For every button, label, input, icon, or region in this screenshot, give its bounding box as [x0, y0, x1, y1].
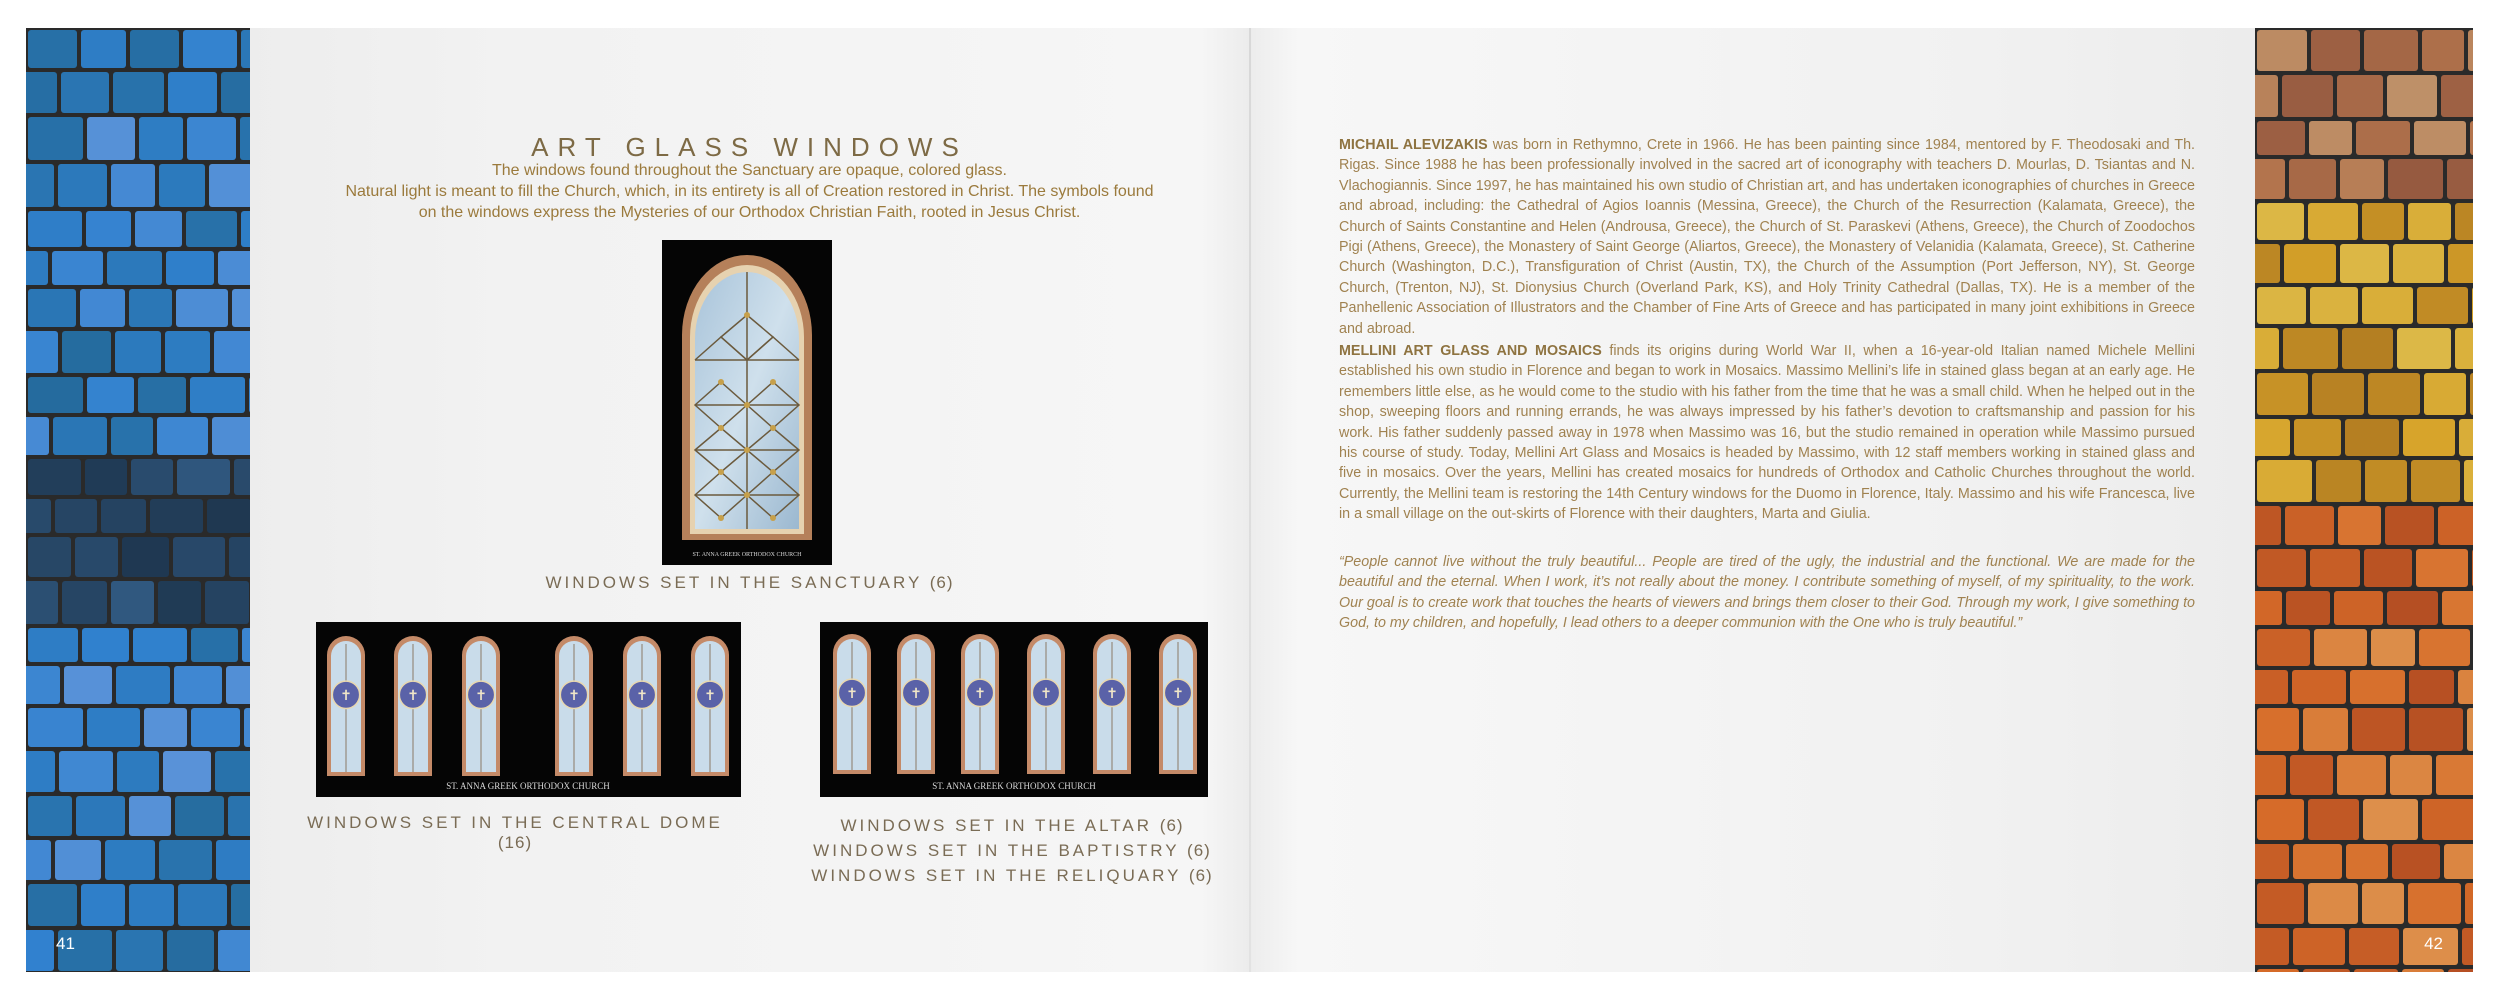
mosaic-tile — [138, 377, 186, 413]
mosaic-tile — [26, 164, 54, 207]
mosaic-tile — [58, 164, 107, 207]
mosaic-tile — [28, 796, 72, 836]
mosaic-tile — [2257, 883, 2304, 924]
mosaic-tile — [2455, 328, 2473, 369]
mosaic-tile — [2458, 670, 2473, 704]
mosaic-tile — [2308, 203, 2358, 240]
caption-label: WINDOWS SET IN THE BAPTISTRY — [813, 841, 1180, 860]
svg-text:✝: ✝ — [407, 687, 419, 704]
mosaic-tile — [122, 537, 169, 577]
mosaic-tile — [2409, 708, 2463, 751]
mosaic-tile — [168, 72, 217, 113]
page-number-right: 42 — [2424, 934, 2443, 953]
mosaic-tile — [2459, 419, 2473, 456]
mosaic-tile — [2346, 844, 2388, 879]
mosaic-tile — [229, 537, 250, 577]
orange-mosaic-strip — [2255, 28, 2473, 972]
mosaic-tile — [2468, 30, 2473, 71]
mosaic-tile — [28, 537, 71, 577]
mosaic-tile — [2303, 969, 2350, 972]
mosaic-tile — [166, 251, 214, 285]
mosaic-tile — [216, 840, 250, 880]
mosaic-tile — [26, 331, 58, 373]
mosaic-tile — [2465, 883, 2473, 924]
mosaic-tile — [59, 751, 113, 792]
bio-lead: MICHAIL ALEVIZAKIS — [1339, 137, 1488, 153]
svg-text:✝: ✝ — [340, 687, 352, 704]
mosaic-tile — [2255, 328, 2279, 369]
mosaic-tile — [2356, 121, 2410, 155]
svg-text:✝: ✝ — [475, 687, 487, 704]
mosaic-tile — [2442, 591, 2473, 625]
mosaic-tile — [2257, 460, 2312, 502]
mosaic-tile — [2349, 928, 2399, 965]
arched-window — [1159, 634, 1197, 774]
caption-label: WINDOWS SET IN THE SANCTUARY — [545, 573, 922, 592]
mosaic-tile — [2345, 419, 2399, 456]
mosaic-tile — [242, 628, 250, 662]
mosaic-tile — [55, 840, 101, 880]
left-page — [250, 28, 1249, 972]
caption-central-dome — [290, 813, 740, 853]
mosaic-tile — [129, 289, 172, 327]
mosaic-tile — [2285, 506, 2334, 545]
svg-text:✝: ✝ — [568, 687, 580, 704]
mosaic-tile — [2422, 30, 2464, 71]
mosaic-tile — [2255, 844, 2289, 879]
mosaic-tile — [2416, 549, 2468, 587]
caption-label: WINDOWS SET IN THE RELIQUARY — [811, 866, 1182, 885]
caption-reliquary — [790, 863, 1234, 888]
mosaic-tile — [87, 117, 135, 160]
mosaic-tile — [52, 251, 103, 285]
mosaic-tile — [2422, 799, 2473, 840]
mosaic-tile — [2311, 30, 2360, 71]
mosaic-tile — [2455, 203, 2473, 240]
svg-text:✝: ✝ — [704, 687, 716, 704]
bio-body: was born in Rethymno, Crete in 1966. He has been painting since 1984, mentored by F. Theodosaki and Th. Rigas. Since 1988 he has been professionally involved in the sacred art of iconography with teachers D. Mourlas, D. Tsiantas and N. Vlachogiannis. Since 1997, he has maintained his own studio of Christian art, and has undertaken iconographies of churches in Greece and abroad, including: the Cathedral of Agios Ioannis (Messina, Greece), the Church of the Resurrection (Kalamata, Greece), the Church of Saints Constantine and Helen (Androusa, Greece), the Church of St. Paraskevi (Athens, Greece), the Church of Zoodochos Pigi (Athens, Greece), the Monastery of Saint George (Aliartos, Greece), the Monastery of Velanidia (Kalamata, Greece), St. Catherine Church (Washington, D.C.), Transfiguration of Christ (Austin, TX), the Church of the Assumption (Port Jefferson, NY), St. George Church, (Trenton, NJ), St. Dionysius Church (Overland Park, KS), and Holy Trinity Cathedral (Dallas, TX). He is a member of the Panhellenic Association of Illustrators and the Chamber of Fine Arts of Greece and has participated in many joint exhibitions in Greece and abroad. — [1339, 137, 2195, 337]
mosaic-tile — [129, 796, 171, 836]
mosaic-tile — [2472, 287, 2473, 324]
page-number-left: 41 — [56, 934, 75, 953]
mosaic-tile — [2354, 969, 2398, 972]
mosaic-tile — [80, 289, 125, 327]
mosaic-tile — [173, 537, 225, 577]
mosaic-tile — [2448, 244, 2473, 283]
mosaic-tile — [2337, 75, 2383, 117]
mosaic-tile — [2257, 969, 2299, 972]
caption-count: (6) — [1187, 841, 1211, 860]
mosaic-tile — [2448, 969, 2473, 972]
caption-count: (6) — [1188, 866, 1213, 885]
mosaic-tile — [2293, 844, 2342, 879]
mosaic-tile — [2414, 121, 2466, 155]
mosaic-tile — [26, 751, 55, 792]
svg-text:✝: ✝ — [636, 687, 648, 704]
mosaic-tile — [82, 628, 129, 662]
caption-count: (6) — [1159, 816, 1184, 835]
mosaic-tile — [2403, 419, 2455, 456]
mosaic-tile — [2470, 121, 2473, 155]
mosaic-tile — [191, 628, 238, 662]
mosaic-tile — [187, 117, 236, 160]
mosaic-tile — [157, 417, 208, 455]
sanctuary-window-photo — [662, 240, 832, 565]
mosaic-tile — [28, 211, 82, 247]
mosaic-tile — [234, 459, 250, 495]
mosaic-tile — [26, 251, 48, 285]
mosaic-tile — [2255, 928, 2289, 965]
mosaic-tile — [111, 164, 155, 207]
mosaic-tile — [28, 628, 78, 662]
mosaic-tile — [163, 751, 211, 792]
caption-sanctuary — [250, 573, 1249, 593]
mosaic-tile — [2255, 755, 2286, 795]
arched-window — [623, 636, 661, 776]
mosaic-tile — [2255, 670, 2288, 704]
mosaic-tile — [116, 666, 170, 704]
mosaic-tile — [62, 331, 111, 373]
quote-paragraph: “People cannot live without the truly beautiful... People are tired of the ugly, the industrial and the functional. We are made for the beautiful and the eternal. When I work, it’s not really about the money. I contribute something of myself, of my spirituality, to the work. Our goal is to create work that touches the hearts of viewers and brings them closer to their God. Through my work, I give something to God, to my children, and hopefully, I lead others to a deeper communion with the One who is truly beautiful.” — [1339, 554, 2195, 632]
altar-windows-photo — [820, 622, 1208, 797]
mosaic-tile — [2308, 883, 2358, 924]
mosaic-tile — [2352, 708, 2405, 751]
mosaic-tile — [228, 796, 250, 836]
mosaic-tile — [150, 499, 203, 533]
mosaic-tile — [221, 72, 250, 113]
mosaic-tile — [2436, 755, 2473, 795]
mosaic-tile — [158, 581, 201, 624]
mosaic-tile — [215, 751, 250, 792]
mosaic-tile — [165, 331, 210, 373]
mosaic-tile — [130, 30, 179, 68]
mosaic-tile — [2314, 629, 2367, 666]
arched-window — [394, 636, 432, 776]
mosaic-tile — [2362, 203, 2404, 240]
mosaic-tile — [2350, 670, 2405, 704]
mosaic-tile — [218, 930, 250, 971]
mosaic-tile — [144, 708, 187, 747]
mosaic-tile — [190, 377, 245, 413]
mosaic-tile — [2409, 670, 2454, 704]
caption-altar — [790, 813, 1234, 838]
mosaic-tile — [105, 840, 155, 880]
mosaic-tile — [174, 666, 222, 704]
mosaic-tile — [75, 537, 118, 577]
arched-window — [462, 636, 500, 776]
mosaic-tile — [113, 72, 164, 113]
mosaic-tile — [2255, 506, 2281, 545]
intro-line: Natural light is meant to fill the Church, which, in its entirety is all of Creation restored in Christ. The symbols found — [345, 183, 1154, 200]
arched-window — [897, 634, 935, 774]
mosaic-tile — [2310, 287, 2358, 324]
mosaic-tile — [116, 930, 163, 971]
svg-text:✝: ✝ — [1040, 685, 1052, 702]
mosaic-tile — [2255, 244, 2280, 283]
mosaic-tile — [2334, 591, 2383, 625]
mosaic-tile — [139, 117, 183, 160]
mosaic-tile — [159, 164, 205, 207]
mosaic-tile — [2411, 460, 2460, 502]
arched-window — [1027, 634, 1065, 774]
mosaic-tile — [2470, 373, 2473, 415]
mosaic-tile — [2472, 549, 2473, 587]
mosaic-tile — [2255, 159, 2285, 199]
mosaic-tile — [214, 331, 250, 373]
mosaic-tile — [2257, 549, 2306, 587]
mosaic-tile — [205, 581, 249, 624]
mosaic-tile — [2283, 328, 2338, 369]
mosaic-tile — [2444, 844, 2473, 879]
book-spread — [26, 28, 2473, 972]
mosaic-tile — [2408, 883, 2461, 924]
mosaic-tile — [209, 164, 250, 207]
mosaic-tile — [2257, 799, 2304, 840]
mosaic-tile — [2312, 373, 2364, 415]
bio-body: finds its origins during World War II, when a 16-year-old Italian named Michele Mellini established his own studio in Florence and began to work in Mosaics. Massimo Mellini’s life in stained glass began at an early age. He remembers little else, as he would come to the studio with his father from the time that he was a small child. When he helped out in the shop, sweeping floors and running errands, he was always impressed by his father’s devotion to craftsmanship and passion for his work. His father suddenly passed away in 1978 when Massimo was 16, but the studio remained in operation while Massimo pursued his course of study. Today, Mellini Art Glass and Mosaics is headed by Massimo, with 12 staff members working in stained glass and five in mosaics. Over the years, Mellini has created mosaics for hundreds of Orthodox and Catholic Churches throughout the world. Currently, the Mellini team is restoring the 14th Century windows for the Duomo in Florence, Italy. Massimo and his wife Francesca, live in a small village on the out-skirts of Florence with their daughters, Marta and Giulia. — [1339, 343, 2195, 523]
mosaic-tile — [28, 30, 77, 68]
mosaic-tile — [76, 796, 125, 836]
mosaic-tile — [2255, 75, 2278, 117]
mosaic-tile — [2387, 75, 2437, 117]
mosaic-tile — [2424, 373, 2466, 415]
mosaic-tile — [218, 251, 250, 285]
mosaic-tile — [2255, 419, 2290, 456]
church-label: ST. ANNA GREEK ORTHODOX CHURCH — [692, 552, 802, 558]
mosaic-tile — [2464, 460, 2473, 502]
central-dome-windows-photo — [316, 622, 741, 797]
mosaic-tile — [111, 417, 153, 455]
mosaic-tile — [191, 708, 240, 747]
arched-window — [961, 634, 999, 774]
mosaic-tile — [212, 417, 250, 455]
mosaic-tile — [2397, 328, 2451, 369]
mosaic-tile — [2342, 328, 2393, 369]
mosaic-tile — [81, 884, 125, 926]
mosaic-tile — [2393, 244, 2444, 283]
right-page — [1251, 28, 2255, 972]
mosaic-tile — [26, 581, 58, 624]
mosaic-tile — [2257, 121, 2305, 155]
mosaic-tile — [86, 211, 131, 247]
mosaic-tile — [135, 211, 182, 247]
mosaic-tile — [117, 751, 159, 792]
mosaic-tile — [87, 377, 134, 413]
mosaic-tile — [2310, 549, 2360, 587]
mosaic-tile — [26, 666, 60, 704]
mosaic-tile — [183, 30, 237, 68]
mosaic-tile — [28, 117, 83, 160]
intro-line: The windows found throughout the Sanctuary are opaque, colored glass. — [492, 162, 1007, 179]
mosaic-tile — [2294, 419, 2341, 456]
orange-mosaic-image — [2255, 28, 2473, 972]
mosaic-tile — [2392, 844, 2440, 879]
mosaic-tile — [62, 581, 107, 624]
mosaic-tile — [2316, 460, 2361, 502]
mosaic-tile — [2282, 75, 2333, 117]
mosaic-tile — [61, 72, 109, 113]
caption-count: (6) — [929, 573, 954, 592]
mosaic-tile — [26, 72, 57, 113]
mosaic-tile — [2441, 75, 2473, 117]
mosaic-tile — [226, 666, 250, 704]
svg-text:✝: ✝ — [910, 685, 922, 702]
mosaic-tile — [2462, 928, 2473, 965]
svg-text:✝: ✝ — [846, 685, 858, 702]
intro-line: on the windows express the Mysteries of our Orthodox Christian Faith, rooted in Jesus Christ. — [418, 204, 1081, 221]
mosaic-tile — [2387, 591, 2438, 625]
mosaic-tile — [2447, 159, 2473, 199]
mosaic-tile — [2257, 30, 2307, 71]
mosaic-tile — [28, 884, 77, 926]
caption-label: WINDOWS SET IN THE ALTAR — [840, 816, 1153, 835]
mosaic-tile — [64, 666, 112, 704]
caption-count: (16) — [497, 833, 533, 852]
mosaic-tile — [26, 840, 51, 880]
mosaic-tile — [240, 117, 250, 160]
mosaic-tile — [2368, 373, 2420, 415]
mosaic-tile — [111, 581, 154, 624]
mosaic-tile — [178, 884, 227, 926]
mosaic-tile — [2364, 549, 2412, 587]
church-label: ST. ANNA GREEK ORTHODOX CHURCH — [932, 781, 1096, 791]
mosaic-tile — [2257, 708, 2299, 751]
svg-text:✝: ✝ — [974, 685, 986, 702]
mosaic-tile — [2365, 460, 2407, 502]
mosaic-tile — [2340, 159, 2384, 199]
mosaic-tile — [2338, 506, 2381, 545]
bio-lead: MELLINI ART GLASS AND MOSAICS — [1339, 343, 1602, 359]
mosaic-tile — [177, 459, 230, 495]
mosaic-tile — [129, 884, 174, 926]
mosaic-tile — [186, 211, 237, 247]
mosaic-tile — [207, 499, 250, 533]
caption-label: WINDOWS SET IN THE CENTRAL DOME — [307, 813, 723, 832]
mosaic-tile — [2363, 799, 2418, 840]
mosaic-tile — [2390, 755, 2432, 795]
mosaic-tile — [2290, 755, 2333, 795]
mosaic-tile — [26, 499, 51, 533]
caption-baptistry — [790, 838, 1234, 863]
mosaic-tile — [2438, 506, 2473, 545]
mosaic-tile — [26, 417, 49, 455]
mosaic-tile — [175, 796, 224, 836]
arched-window — [327, 636, 365, 776]
arched-window — [833, 634, 871, 774]
mosaic-tile — [87, 708, 140, 747]
church-label: ST. ANNA GREEK ORTHODOX CHURCH — [446, 781, 610, 791]
mosaic-tile — [241, 211, 250, 247]
mosaic-tile — [26, 930, 54, 971]
mosaic-tile — [55, 499, 97, 533]
mosaic-tile — [28, 459, 81, 495]
mosaic-tile — [232, 289, 250, 327]
mosaic-tile — [2362, 287, 2413, 324]
mosaic-tile — [2257, 287, 2306, 324]
mosaic-tile — [2292, 670, 2346, 704]
mosaic-tile — [2337, 755, 2386, 795]
mosaic-tile — [2286, 591, 2330, 625]
mosaic-tile — [81, 30, 126, 68]
mosaic-tile — [2417, 287, 2468, 324]
mosaic-tile — [2308, 799, 2359, 840]
mosaic-tile — [101, 499, 146, 533]
artist-bio-paragraph — [1339, 135, 2195, 339]
mosaic-tile — [2402, 969, 2444, 972]
caption-group — [790, 813, 1234, 888]
mosaic-tile — [2309, 121, 2352, 155]
mosaic-tile — [28, 289, 76, 327]
mosaic-tile — [2255, 591, 2282, 625]
mosaic-tile — [28, 377, 83, 413]
blue-mosaic-image — [26, 28, 250, 972]
mosaic-tile — [2385, 506, 2434, 545]
mosaic-tile — [2289, 159, 2336, 199]
mosaic-tile — [176, 289, 228, 327]
mosaic-tile — [167, 930, 214, 971]
arched-window — [1093, 634, 1131, 774]
mosaic-tile — [2293, 928, 2345, 965]
mosaic-tile — [131, 459, 173, 495]
mosaic-tile — [115, 331, 161, 373]
mosaic-tile — [2257, 629, 2310, 666]
mosaic-tile — [53, 417, 107, 455]
mosaic-tile — [2408, 203, 2451, 240]
mosaic-tile — [2388, 159, 2443, 199]
mosaic-tile — [159, 840, 212, 880]
page-title: ART GLASS WINDOWS — [531, 132, 968, 162]
studio-bio-paragraph — [1339, 341, 2195, 525]
mosaic-tile — [2419, 629, 2470, 666]
blue-mosaic-strip — [26, 28, 250, 972]
mosaic-tile — [2257, 373, 2308, 415]
mosaic-tile — [2303, 708, 2348, 751]
mosaic-tile — [2467, 708, 2473, 751]
mosaic-tile — [85, 459, 127, 495]
mosaic-tile — [2340, 244, 2389, 283]
mosaic-tile — [2284, 244, 2336, 283]
arched-window — [691, 636, 729, 776]
intro-text — [290, 160, 1209, 223]
mosaic-tile — [241, 30, 250, 68]
mosaic-tile — [133, 628, 187, 662]
mosaic-tile — [2362, 883, 2404, 924]
svg-text:✝: ✝ — [1172, 685, 1184, 702]
arched-window — [555, 636, 593, 776]
svg-text:✝: ✝ — [1106, 685, 1118, 702]
mosaic-tile — [2371, 629, 2415, 666]
mosaic-tile — [2257, 203, 2304, 240]
mosaic-tile — [28, 708, 83, 747]
mosaic-tile — [107, 251, 162, 285]
mosaic-tile — [2364, 30, 2418, 71]
mosaic-tile — [231, 884, 250, 926]
